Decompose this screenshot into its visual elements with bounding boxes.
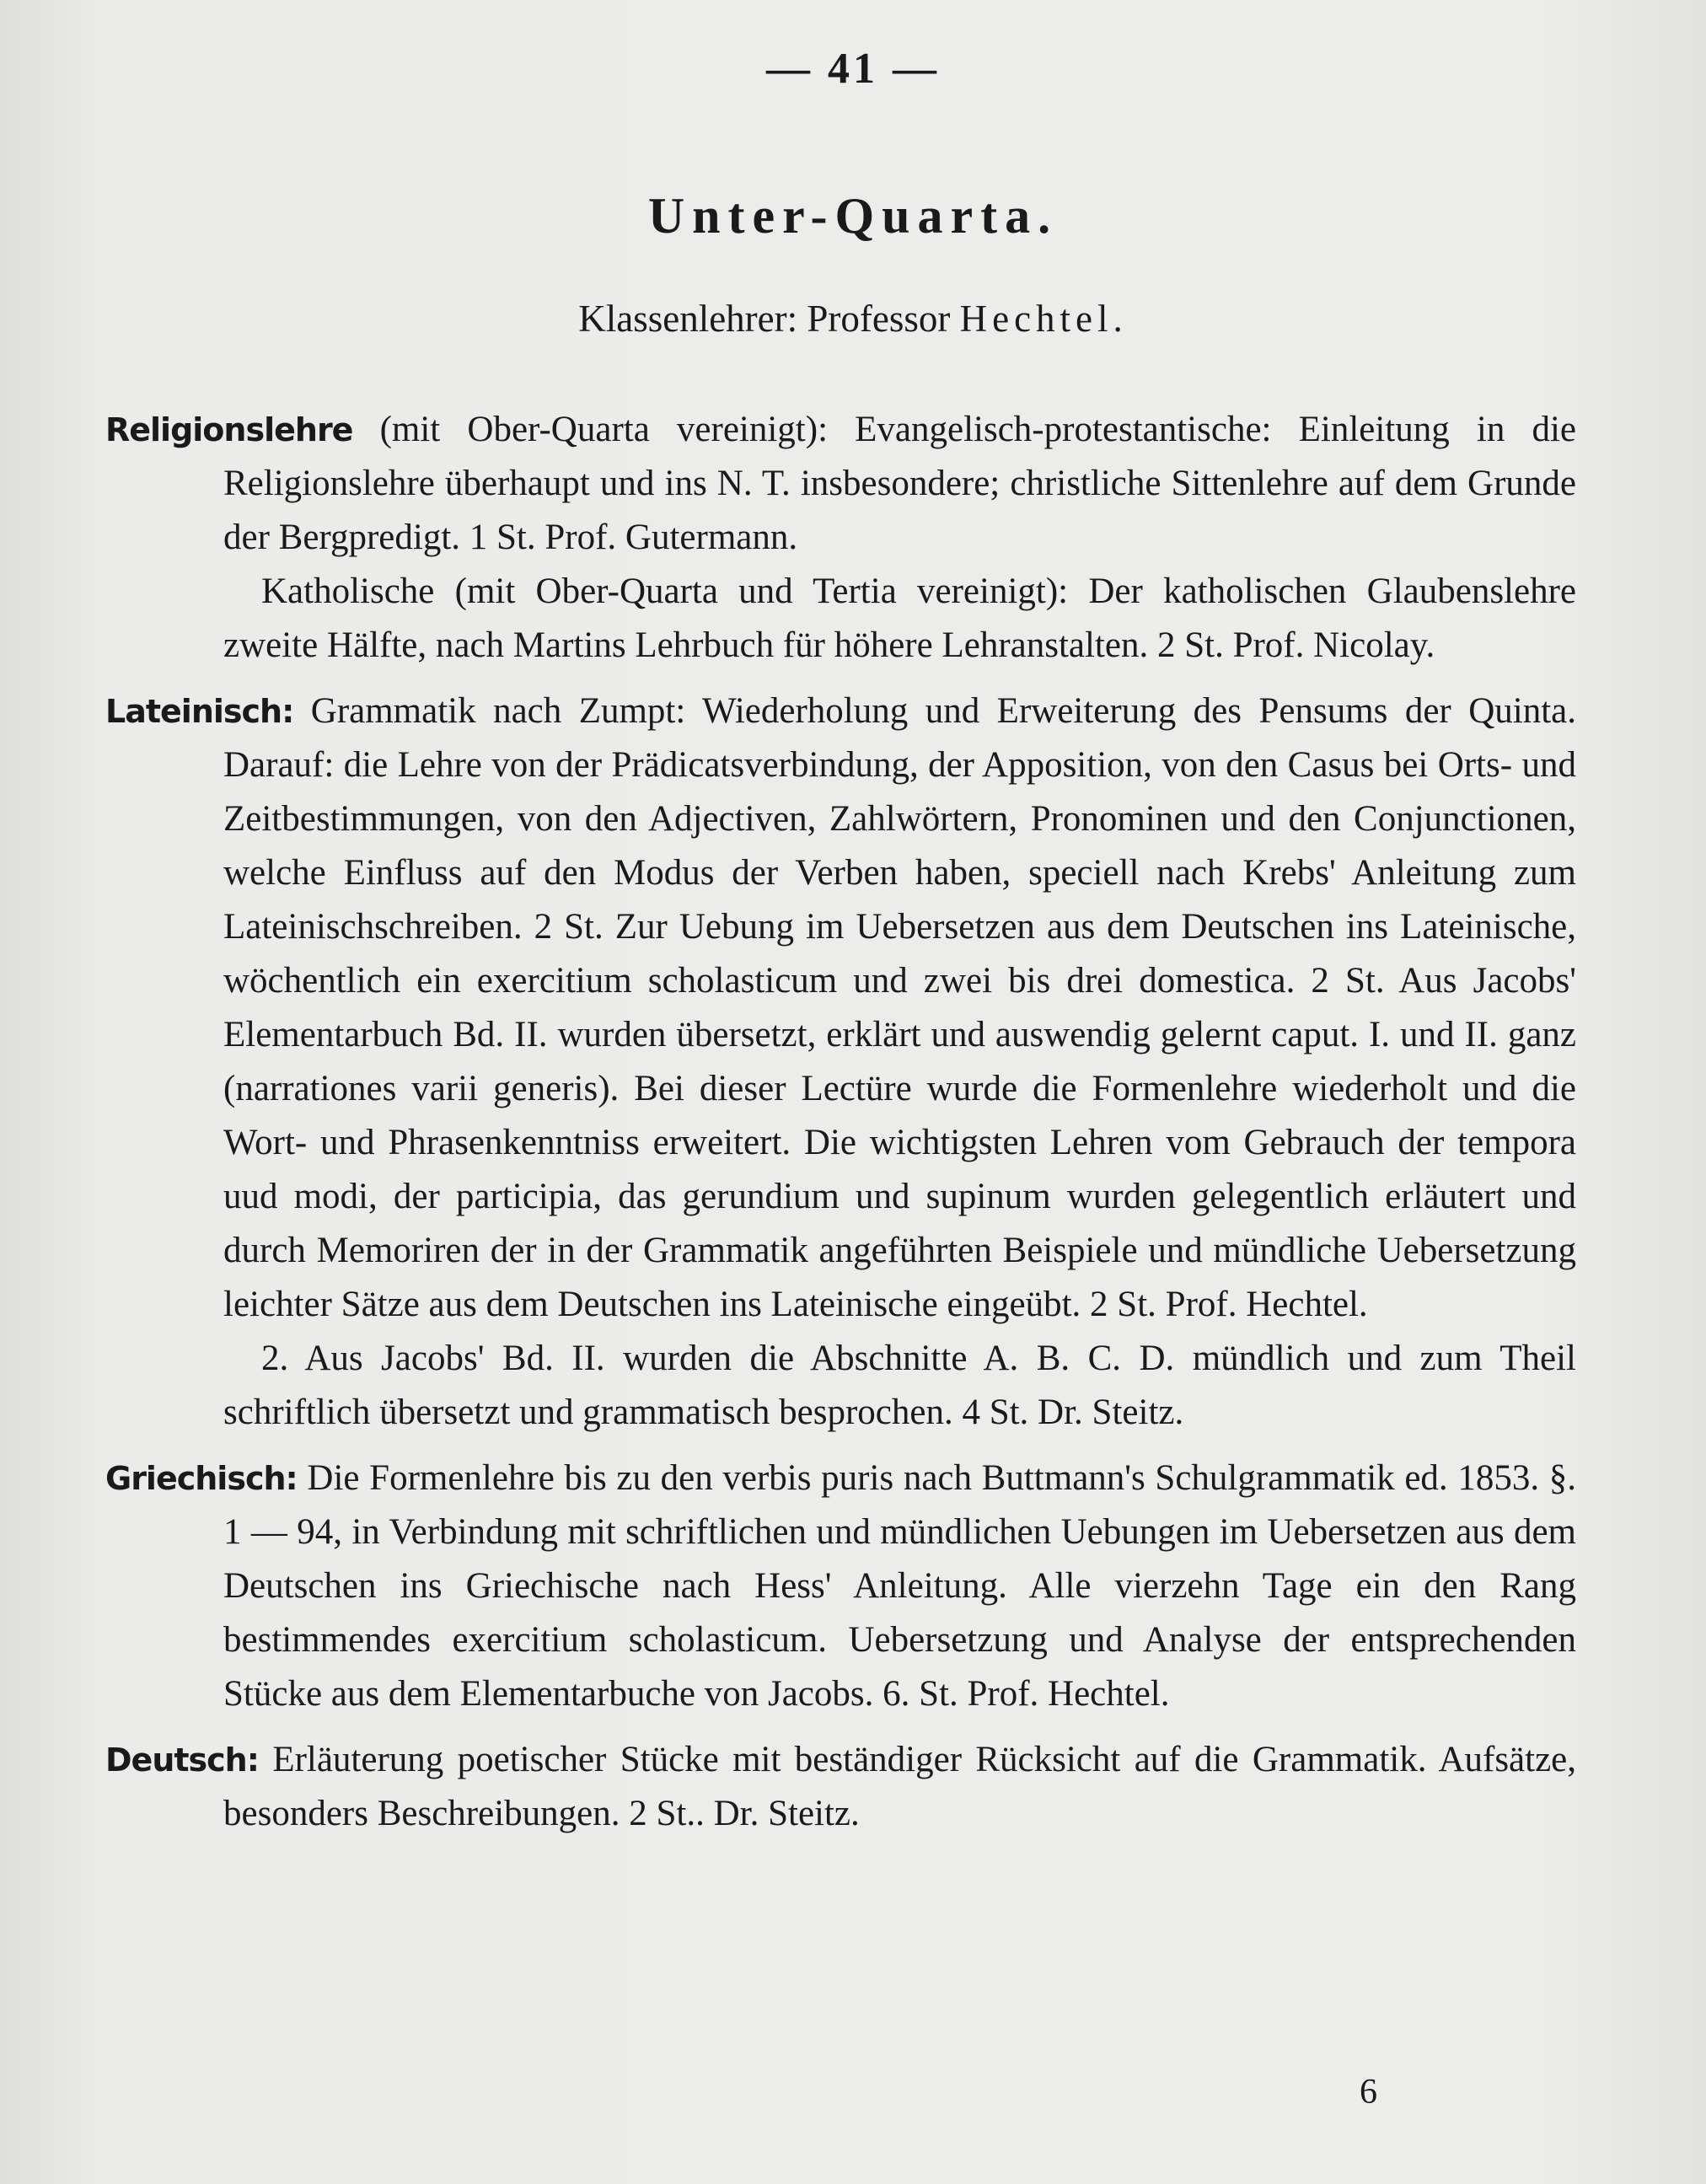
entry-text: Erläuterung poetischer Stücke mit beständiger Rücksicht auf die Grammatik. Aufsätze, besonders Beschreibungen. 2 St.. Dr. Steitz. — [223, 1740, 1577, 1833]
entry-deutsch — [105, 1733, 1576, 1841]
entry-griechisch — [105, 1452, 1576, 1721]
signature-mark: 6 — [1360, 2073, 1377, 2112]
entry-text: (mit Ober-Quarta vereinigt): Evangelisch-protestantische: Einleitung in die Religionslehre überhaupt und ins N. T. insbesondere; christliche Sittenlehre auf dem Grunde der Bergpredigt. 1 St. Prof. Gutermann. — [223, 410, 1576, 557]
entry-text: Grammatik nach Zumpt: Wiederholung und Erweiterung des Pensums der Quinta. Darauf: die Lehre von der Prädicatsverbindung, der Apposition, von den Casus bei Orts- und Zeitbestimmungen, von den Adjectiven, Zahlwörtern, Pronominen und den Conjunctionen, welche Einfluss auf den Modus der Verben haben, speciell nach Krebs' Anleitung zum Lateinischschreiben. 2 St. Zur Uebung im Uebersetzen aus dem Deutschen ins Lateinische, wöchentlich ein exercitium scholasticum und zwei bis drei domestica. 2 St. Aus Jacobs' Elementarbuch Bd. II. wurden übersetzt, erklärt und auswendig gelernt caput. I. und II. ganz (narrationes varii generis). Bei dieser Lectüre wurde die Formenlehre wiederholt und die Wort- und Phrasenkenntniss erweitert. Die wichtigsten Lehren vom Gebrauch der tempora uud modi, der participia, das gerundium und supinum wurden gelegentlich erläutert und durch Memoriren der in der Grammatik angeführten Beispiele und mündliche Uebersetzung leichter Sätze aus dem Deutschen ins Lateinische eingeübt. 2 St. Prof. Hechtel. — [223, 691, 1576, 1324]
class-teacher-label: Klassenlehrer: Professor — [578, 298, 951, 340]
entry-text: Die Formenlehre bis zu den verbis puris nach Buttmann's Schulgrammatik ed. 1853. §. 1 — 94, in Verbindung mit schriftlichen und mündlichen Uebungen im Uebersetzen aus dem Deutschen ins Griechische nach Hess' Anleitung. Alle vierzehn Tage ein den Rang bestimmendes exercitium scholasticum. Uebersetzung und Analyse der entsprechenden Stücke aus dem Elementarbuche von Jacobs. 6. St. Prof. Hechtel. — [223, 1458, 1576, 1714]
subject-heading: Lateinisch: — [105, 693, 294, 730]
entry-religionslehre — [105, 403, 1576, 565]
entry-lateinisch — [105, 684, 1576, 1332]
entry-paragraph: 2. Aus Jacobs' Bd. II. wurden die Abschnitte A. B. C. D. mündlich und zum Theil schriftlich übersetzt und grammatisch besprochen. 4 St. Dr. Steitz. — [223, 1339, 1576, 1432]
entry-paragraph: Katholische (mit Ober-Quarta und Tertia vereinigt): Der katholischen Glaubenslehre zweite Hälfte, nach Martins Lehrbuch für höhere Lehranstalten. 2 St. Prof. Nicolay. — [223, 571, 1576, 665]
subject-heading: Griechisch: — [105, 1460, 298, 1497]
subject-heading: Deutsch: — [105, 1741, 259, 1779]
section-title: Unter-Quarta. — [647, 188, 1059, 244]
page-number-header: — 41 — — [766, 45, 940, 93]
subject-heading: Religionslehre — [105, 411, 353, 448]
class-teacher-line — [0, 297, 1706, 341]
document-body — [105, 403, 1576, 1841]
class-teacher-name: Hechtel. — [959, 298, 1128, 340]
